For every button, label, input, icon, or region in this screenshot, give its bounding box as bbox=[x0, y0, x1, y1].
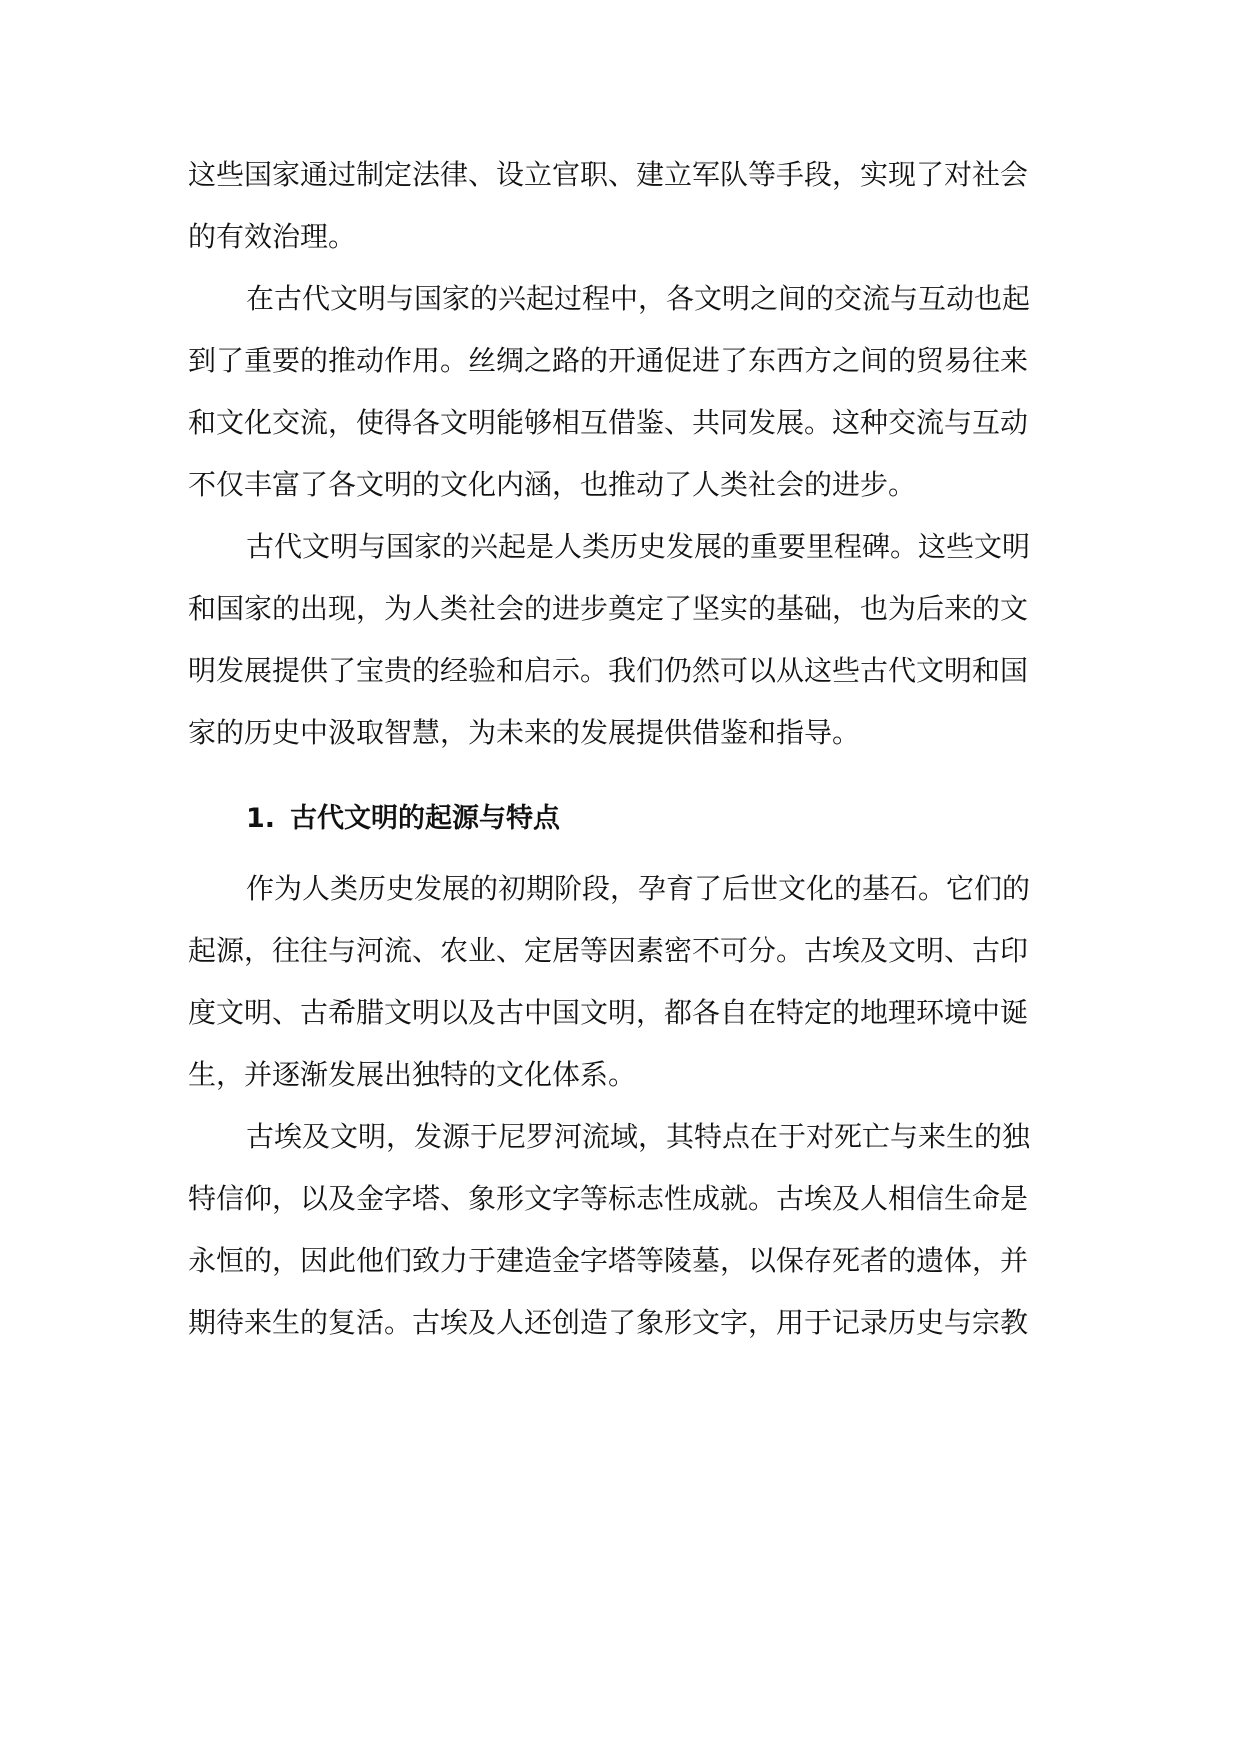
text-line: 的有效治理。 bbox=[188, 220, 357, 253]
section-heading bbox=[188, 788, 1058, 850]
paragraph-exchange bbox=[188, 268, 1058, 516]
text-line: 在古代文明与国家的兴起过程中，各文明之间的交流与互动也起 bbox=[246, 282, 1031, 315]
paragraph-governance bbox=[188, 144, 1058, 268]
text-line: 这些国家通过制定法律、设立官职、建立军队等手段，实现了对社会 bbox=[188, 158, 1029, 191]
text-line: 生，并逐渐发展出独特的文化体系。 bbox=[188, 1058, 637, 1091]
paragraph-milestone bbox=[188, 516, 1058, 764]
text-line: 和文化交流，使得各文明能够相互借鉴、共同发展。这种交流与互动 bbox=[188, 406, 1029, 439]
text-line: 永恒的，因此他们致力于建造金字塔等陵墓，以保存死者的遗体，并 bbox=[188, 1244, 1029, 1277]
section-title: 古代文明的起源与特点 bbox=[290, 803, 560, 834]
text-line: 到了重要的推动作用。丝绸之路的开通促进了东西方之间的贸易往来 bbox=[188, 344, 1029, 377]
text-line: 明发展提供了宝贵的经验和启示。我们仍然可以从这些古代文明和国 bbox=[188, 654, 1029, 687]
text-line: 作为人类历史发展的初期阶段，孕育了后世文化的基石。它们的 bbox=[246, 872, 1031, 905]
paragraph-egypt bbox=[188, 1106, 1058, 1354]
text-line: 家的历史中汲取智慧，为未来的发展提供借鉴和指导。 bbox=[188, 716, 861, 749]
text-line: 古代文明与国家的兴起是人类历史发展的重要里程碑。这些文明 bbox=[246, 530, 1031, 563]
document-body bbox=[188, 144, 1058, 1354]
text-line: 特信仰，以及金字塔、象形文字等标志性成就。古埃及人相信生命是 bbox=[188, 1182, 1029, 1215]
text-line: 度文明、古希腊文明以及古中国文明，都各自在特定的地理环境中诞 bbox=[188, 996, 1029, 1029]
text-line: 期待来生的复活。古埃及人还创造了象形文字，用于记录历史与宗教 bbox=[188, 1306, 1029, 1339]
text-line: 古埃及文明，发源于尼罗河流域，其特点在于对死亡与来生的独 bbox=[246, 1120, 1031, 1153]
text-line: 和国家的出现，为人类社会的进步奠定了坚实的基础，也为后来的文 bbox=[188, 592, 1029, 625]
text-line: 不仅丰富了各文明的文化内涵，也推动了人类社会的进步。 bbox=[188, 468, 917, 501]
paragraph-origins bbox=[188, 858, 1058, 1106]
text-line: 起源，往往与河流、农业、定居等因素密不可分。古埃及文明、古印 bbox=[188, 934, 1029, 967]
section-number: 1. bbox=[246, 803, 276, 834]
